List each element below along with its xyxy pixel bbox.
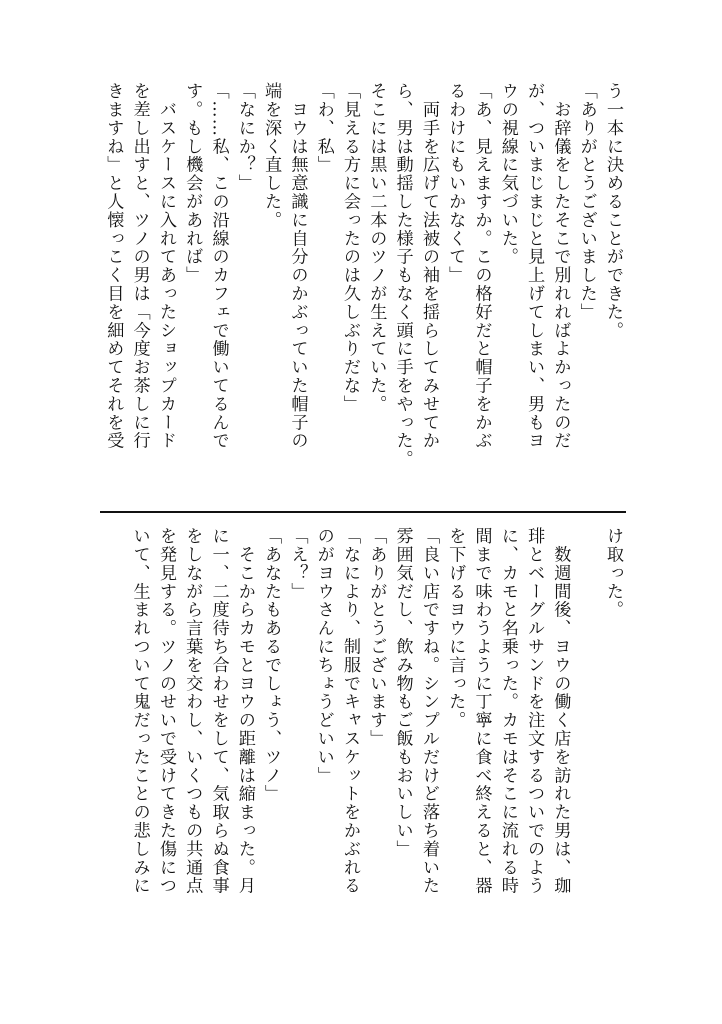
text-column: 「わ、私」: [313, 82, 334, 174]
text-column: [573, 527, 599, 942]
text-column: るわけにもいかなくて」: [445, 82, 466, 285]
text-column: ウの視線に気づいた。: [497, 82, 518, 266]
text-column: 「あ、見えますか。この格好だと帽子をかぶ: [471, 82, 492, 450]
text-column: 「……私、この沿線のカフェで働いてるんで: [208, 82, 229, 450]
text-column: ヨウは無意識に自分のかぶっていた帽子の: [287, 82, 308, 450]
text-column: をしながら言葉を交わし、いくつもの共通点: [182, 527, 203, 895]
text-column: 間まで味わうように丁寧に食べ終えると、器: [471, 527, 492, 895]
text-column: を差し出すと、ツノの男は「今度お茶しに行: [129, 82, 150, 450]
text-column: 「ありがとうございました」: [576, 82, 597, 322]
text-column: に一、二度待ち合わせをして、気取らぬ食事: [208, 527, 229, 895]
text-column: を下げるヨウに言った。: [445, 527, 466, 730]
text-column: 雰囲気だし、飲み物もご飯もおいしい」: [392, 527, 413, 859]
text-column: のがヨウさんにちょうどいい」: [313, 527, 334, 785]
text-column: 「見える方に会ったのは久しぶりだな」: [340, 82, 361, 414]
text-column: バスケースに入れてあったショップカード: [155, 82, 176, 450]
text-column: そこからカモとヨウの距離は縮まった。月: [234, 527, 255, 895]
text-column: そこには黒い二本のツノが生えていた。: [366, 82, 387, 414]
text-column: 「なにより、制服でキャスケットをかぶれる: [340, 527, 361, 895]
text-column: きますね」と人懐っこく目を細めてそれを受: [103, 82, 124, 450]
text-column: お辞儀をしたそこで別れればよかったのだ: [550, 82, 571, 450]
text-column: 端を深く直した。: [261, 82, 282, 230]
top-text-block: [100, 82, 626, 497]
text-column: 数週間後、ヨウの働く店を訪れた男は、珈: [550, 527, 571, 895]
text-column: 「良い店ですね。シンプルだけど落ち着いた: [418, 527, 439, 895]
section-divider: [100, 511, 626, 513]
text-column: を発見する。ツノのせいで受けてきた傷につ: [155, 527, 176, 895]
text-column: 「ありがとうございます」: [366, 527, 387, 748]
text-column: け取った。: [603, 527, 623, 619]
text-column: 琲とベーグルサンドを注文するついでのよう: [524, 527, 545, 895]
text-column: いて、生まれついて鬼だったことの悲しみに: [129, 527, 150, 895]
text-column: 両手を広げて法被の袖を揺らしてみせてか: [418, 82, 439, 450]
text-column: ら、男は動揺した様子もなく頭に手をやった。: [392, 82, 413, 469]
text-column: に、カモと名乗った。カモはそこに流れる時: [497, 527, 518, 895]
text-column: 「あなたもあるでしょう、ツノ」: [261, 527, 282, 803]
text-column: す。もし機会があれば」: [182, 82, 203, 285]
text-column: 「なにか？」: [234, 82, 255, 193]
text-column: が、ついまじまじと見上げてしまい、男もヨ: [524, 82, 545, 450]
bottom-text-block: [100, 527, 626, 942]
text-column: 「え？」: [287, 527, 308, 601]
text-column: う一本に決めることができた。: [603, 82, 623, 340]
